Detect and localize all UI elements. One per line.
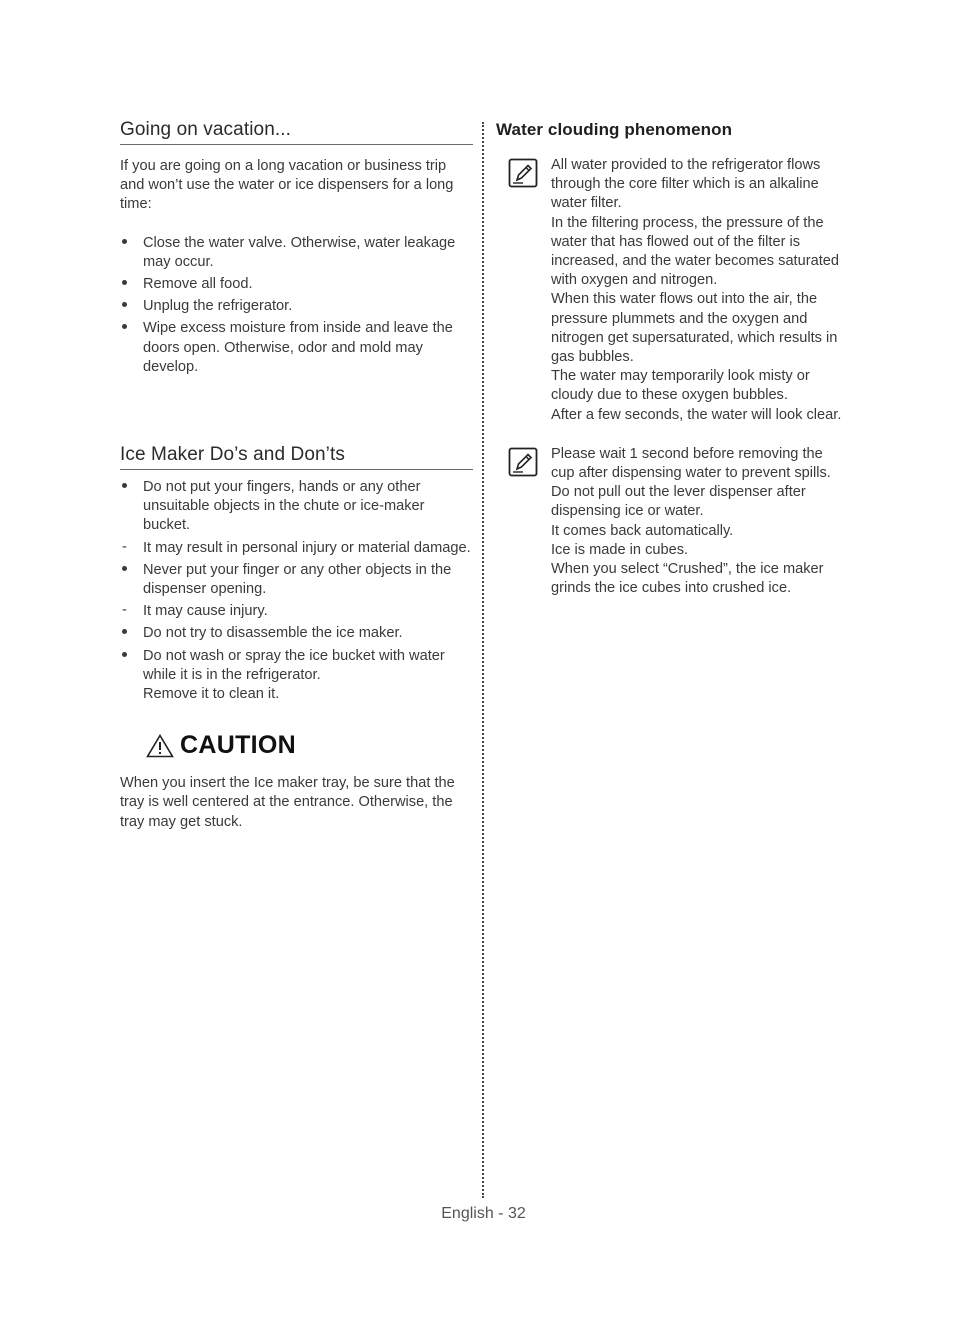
note-pencil-icon: [508, 447, 538, 477]
list-item: Unplug the refrigerator.: [120, 297, 473, 316]
note-paragraph: It comes back automatically.: [551, 522, 734, 539]
caution-section: [120, 731, 473, 832]
bullet-icon: [122, 275, 136, 294]
list-item: Close the water valve. Otherwise, water leakage may occur.: [120, 234, 473, 272]
note-paragraph: After a few seconds, the water will look clear.: [551, 406, 842, 423]
list-item-text: It may cause injury.: [143, 603, 268, 620]
bullet-icon: [122, 561, 136, 580]
list-item-text: Do not try to disassemble the ice maker.: [143, 625, 403, 642]
note-paragraph: All water provided to the refrigerator flows through the core filter which is an alkaline water filter.: [551, 157, 821, 212]
list-item-text: Do not put your fingers, hands or any other unsuitable objects in the chute or ice-maker bucket.: [143, 479, 425, 534]
column-divider: [482, 122, 484, 1198]
note-paragraph: Do not pull out the lever dispenser after dispensing ice or water.: [551, 484, 806, 520]
vacation-intro: If you are going on a long vacation or business trip and won’t use the water or ice dispensers for a long time:: [120, 158, 454, 213]
bullet-icon: [122, 297, 136, 316]
caution-title: CAUTION: [180, 731, 296, 760]
water-heading: Water clouding phenomenon: [496, 120, 733, 139]
list-item: Wipe excess moisture from inside and leave the doors open. Otherwise, odor and mold may develop.: [120, 319, 473, 377]
left-column: [120, 118, 473, 832]
note-paragraph: In the filtering process, the pressure of the water that has flowed out of the filter is increased, and the water becomes saturated with oxygen and nitrogen.: [551, 214, 839, 289]
list-item: [120, 647, 473, 705]
list-item: [120, 561, 473, 599]
list-item-text: Remove it to clean it.: [143, 686, 280, 703]
bullet-icon: [122, 624, 136, 643]
dash-icon: -: [122, 602, 127, 619]
vacation-section: [120, 118, 473, 377]
note-pencil-icon: [508, 158, 538, 188]
page-footer: English - 32: [441, 1205, 526, 1222]
list-item-text: Do not wash or spray the ice bucket with water while it is in the refrigerator.: [143, 647, 445, 683]
note-paragraph: Ice is made in cubes.: [551, 541, 689, 558]
list-item: [120, 624, 473, 643]
caution-heading: [146, 731, 473, 760]
note-block: [496, 445, 846, 599]
vacation-list: [120, 234, 473, 377]
caution-text: When you insert the Ice maker tray, be sure that the tray is well centered at the entrance. Otherwise, the tray may get stuck.: [120, 775, 455, 830]
vacation-heading: Going on vacation...: [120, 118, 473, 145]
warning-triangle-icon: [146, 734, 174, 758]
note-paragraph: When you select “Crushed”, the ice maker grinds the ice cubes into crushed ice.: [551, 561, 824, 597]
bullet-icon: [122, 478, 136, 497]
bullet-icon: [122, 647, 136, 666]
icemaker-list: [120, 478, 473, 704]
list-item: [120, 539, 473, 558]
list-item-text: It may result in personal injury or material damage.: [143, 539, 471, 556]
note-paragraph: When this water flows out into the air, the pressure plummets and the oxygen and nitrogen get supersaturated, which results in gas bubbles.: [551, 291, 838, 366]
list-item: Remove all food.: [120, 275, 473, 294]
icemaker-section: [120, 443, 473, 704]
list-item: [120, 602, 473, 621]
icemaker-heading: Ice Maker Do’s and Don’ts: [120, 443, 473, 470]
note-block: [496, 156, 846, 425]
notes-container: [496, 156, 846, 598]
right-column: [496, 118, 846, 598]
bullet-icon: [122, 234, 136, 253]
list-item: [120, 478, 473, 536]
dash-icon: -: [122, 538, 127, 555]
note-paragraph: The water may temporarily look misty or cloudy due to these oxygen bubbles.: [551, 368, 810, 404]
bullet-icon: [122, 319, 136, 338]
note-paragraph: Please wait 1 second before removing the cup after dispensing water to prevent spills.: [551, 445, 831, 482]
list-item-text: Never put your finger or any other objects in the dispenser opening.: [143, 561, 452, 598]
